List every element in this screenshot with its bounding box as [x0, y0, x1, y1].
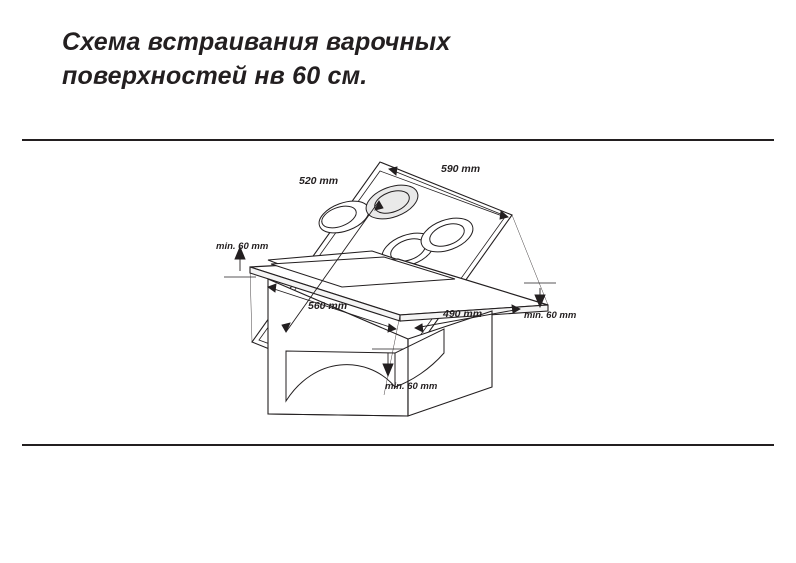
dimension-label-min-bottom: min. 60 mm	[385, 381, 438, 392]
page-title-line-2: поверхностей нв 60 см.	[62, 61, 368, 90]
dimension-label-hob-depth: 590 mm	[441, 163, 481, 175]
diagram-container	[0, 139, 796, 445]
dimension-label-hob-width: 520 mm	[299, 175, 339, 187]
dimension-label-min-right: min. 60 mm	[524, 310, 577, 321]
page-title	[62, 26, 702, 94]
page-title-line-1: Схема встраивания варочных	[62, 28, 451, 56]
dimension-label-cutout-width: 560 mm	[308, 300, 348, 312]
dimension-label-min-left: min. 60 mm	[216, 241, 269, 252]
dimension-label-cutout-depth: 490 mm	[443, 308, 483, 320]
